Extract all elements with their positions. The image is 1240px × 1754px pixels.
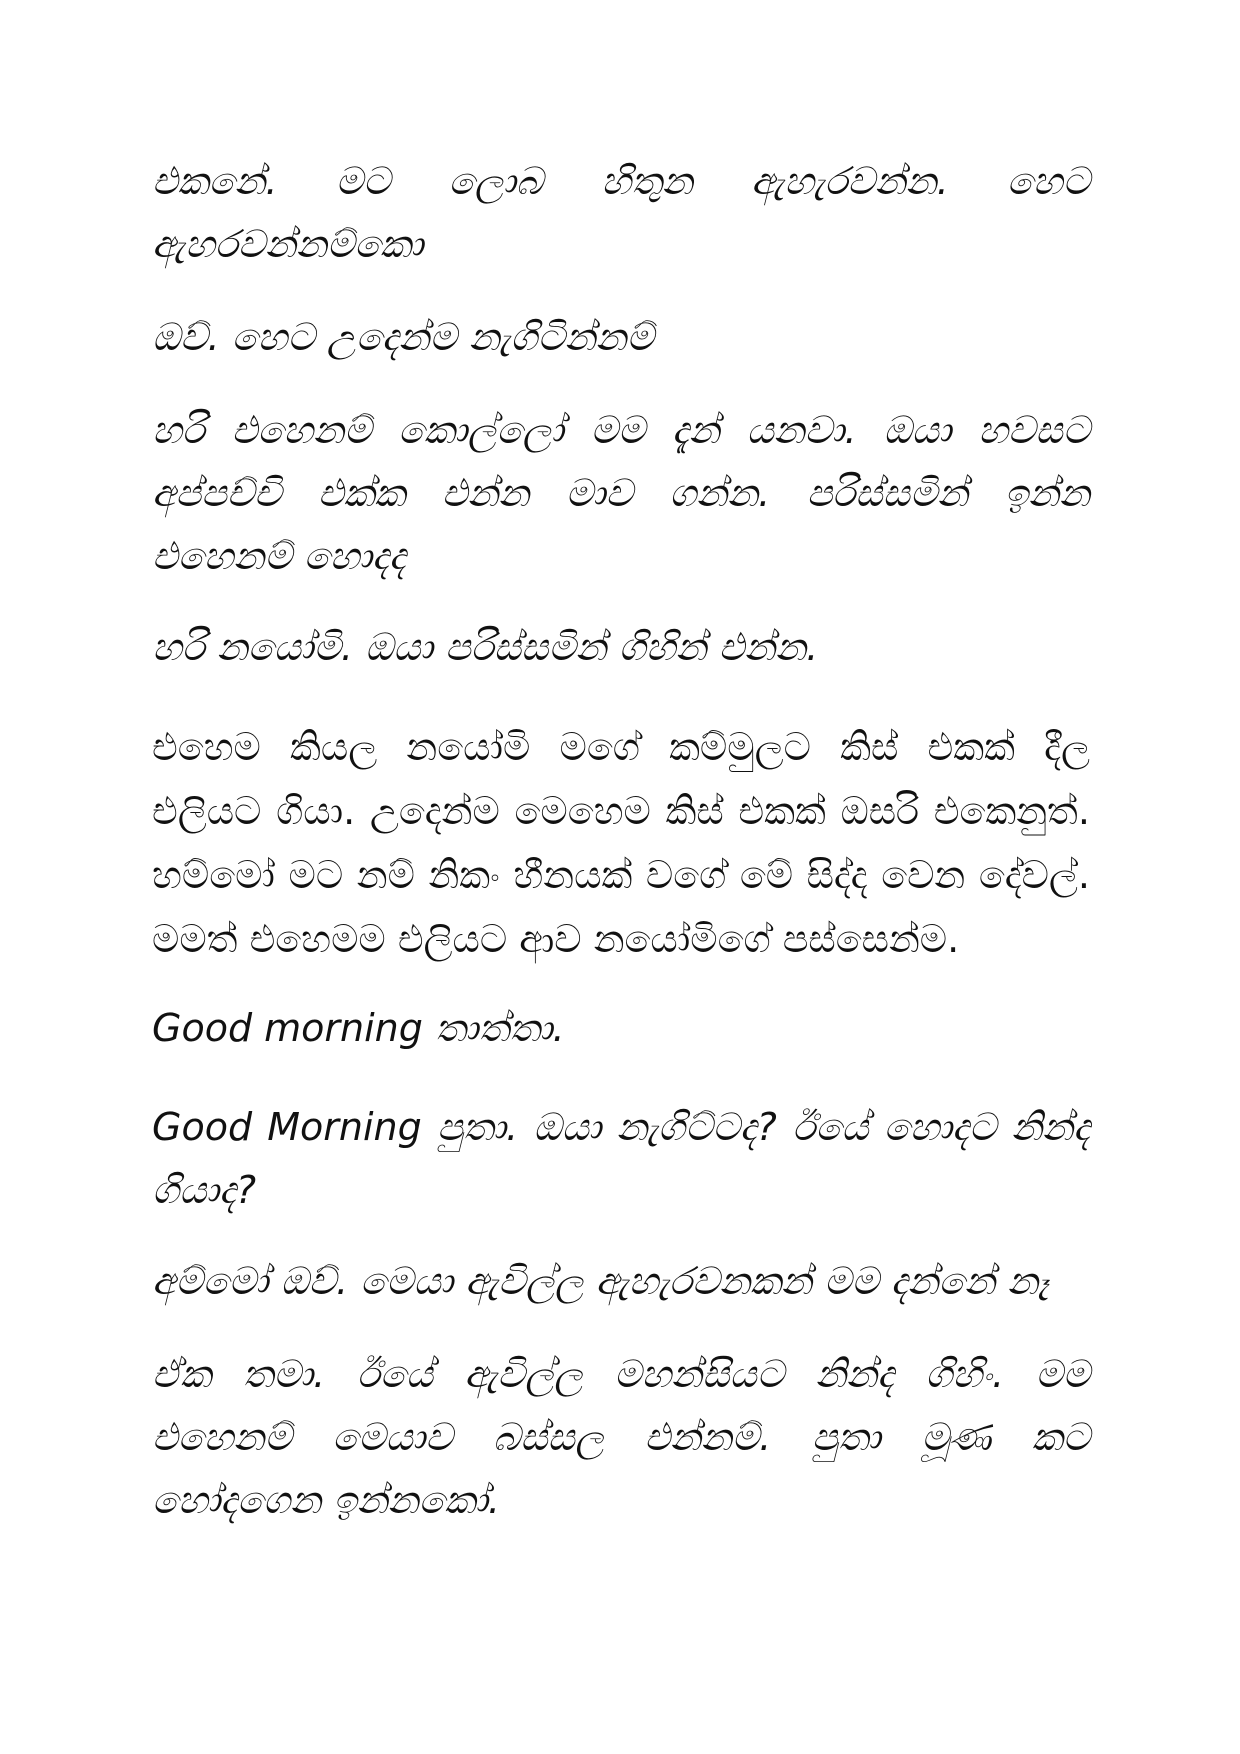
paragraph-7: Good Morning පුතා. ඔයා නැගිට්ටද? ඊයේ හොදට නින්ද ගියාද? [152,1105,1090,1212]
paragraph-5: එහෙම කියල නයෝමි මගේ කම්මුලට කිස් එකක් දීල එලියට ගියා. උදෙන්ම මෙහෙම කිස් එකක් ඔසරි එකෙනුත්. හම්මෝ මට නම් නිකං හීනයක් වගේ මේ සිද්ද වෙන දේවල්. මමත් එහෙමම එලියට ආව නයෝමිගේ පස්සෙන්ම. [152,725,1090,961]
paragraph-1: එකනේ. මට ලොබ හිතුන ඇහැරවන්න. හෙට ඇහරවන්නම්කො [152,159,1090,266]
paragraph-6: Good morning තාත්තා. [152,1006,565,1050]
paragraph-4: හරි නයෝමි. ඔයා පරිස්සමින් ගිහින් එන්න. [152,625,819,669]
paragraph-3: හරි එහෙනම් කොල්ලෝ මම දැන් යනවා. ඔයා හවසට අප්පච්චි එක්ක එන්න මාව ගන්න. පරිස්සමින් ඉන්න එහෙනම් හොදද [152,408,1090,578]
paragraph-9: ඒක තමා. ඊයේ ඇවිල්ල මහන්සියට නින්ද ගිහිං. මම එහෙනම් මෙයාව බස්සල එන්නම්. පුතා මූණ කට හෝදගෙන ඉන්නකෝ. [152,1352,1090,1522]
paragraph-8: අම්මෝ ඔව්. මෙයා ඇවිල්ල ඇහැරවනකන් මම දන්නේ නෑ [152,1259,1049,1303]
document-page [152,150,1090,1532]
paragraph-2: ඔව්. හෙට උදෙන්ම නැගිටින්නම් [152,315,654,359]
